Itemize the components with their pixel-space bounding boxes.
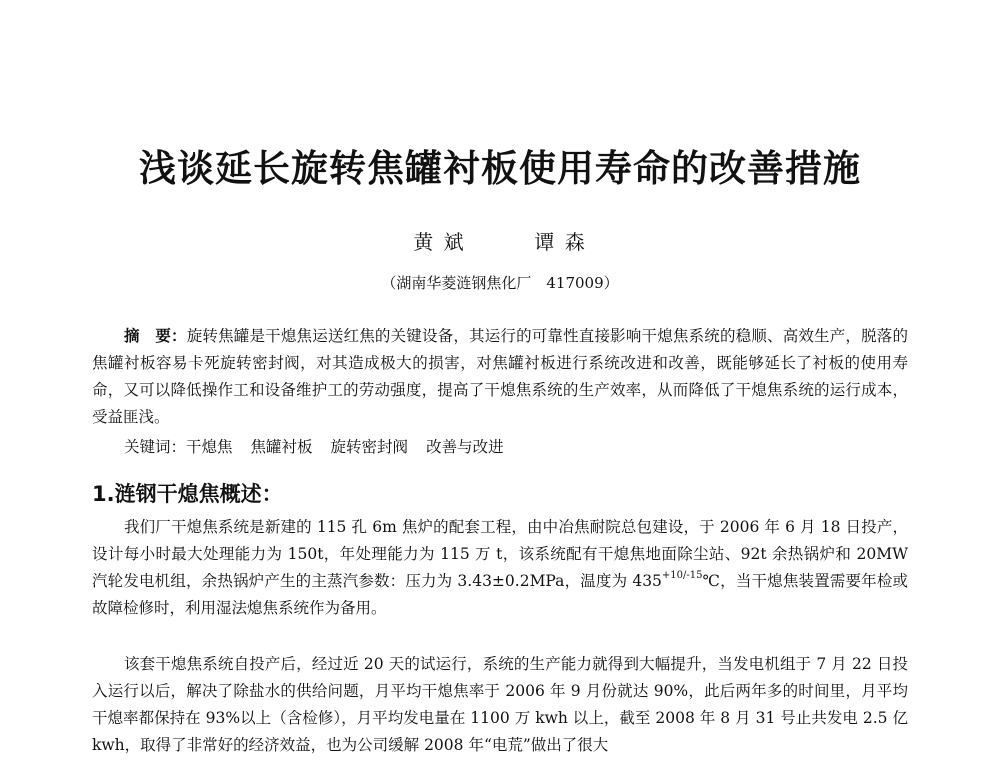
body-text: 我们厂干熄焦系统是新建的 115 孔 6m 焦炉的配套工程，由中冶焦耐院总包建设，于 2006 年 6 月 18 日投产，设计每小时最大处理能力为 150t，年处理能力为 115 万 t，该系统配有干熄焦地面除尘站、92t 余热锅炉和 20MW 汽轮发电机组，余热锅炉产生的主蒸汽参数：压力为 3.43±0.2MPa，温度为 435 <box>92 518 908 590</box>
author-list <box>0 226 1000 255</box>
abstract-label: 摘 要： <box>124 326 187 345</box>
body-paragraph-2: 该套干熄焦系统自投产后，经过近 20 天的试运行，系统的生产能力就得到大幅提升，当发电机组于 7 月 22 日投入运行以后，解决了除盐水的供给问题，月平均干熄焦率于 2006 年 9 月份就达 90%，此后两年多的时间里，月平均干熄率都保持在 93%以上（含检修），月平均发电量在 1100 万 kwh 以上，截至 2008 年 8 月 31 号止共发电 2.5 亿 kwh，取得了非常好的经济效益，也为公司缓解 2008 年“电荒”做出了很大 <box>92 655 908 754</box>
body-text: ℃，当干熄焦装置需要年检或故障检修时，利用湿法熄焦系统作为备用。 <box>92 572 908 617</box>
paper-title: 浅谈延长旋转焦罐衬板使用寿命的改善措施 <box>139 147 861 190</box>
author-name: 黄 斌 <box>413 230 466 254</box>
keyword: 旋转密封阀 <box>330 438 409 456</box>
abstract-text: 旋转焦罐是干熄焦运送红焦的关键设备，其运行的可靠性直接影响干熄焦系统的稳顺、高效生产，脱落的焦罐衬板容易卡死旋转密封阀，对其造成极大的损害，对焦罐衬板进行系统改进和改善，既能够延长了衬板的使用寿命，又可以降低操作工和设备维护工的劳动强度，提高了干熄焦系统的生产效率，从而降低了干熄焦系统的运行成本，受益匪浅。 <box>92 327 908 426</box>
keyword: 干熄焦 <box>186 438 233 456</box>
keyword: 焦罐衬板 <box>250 438 313 456</box>
section-heading: 1.涟钢干熄焦概述： <box>92 482 283 506</box>
body-paragraph-1 <box>92 514 908 622</box>
abstract <box>92 322 908 431</box>
keywords-label: 关键词： <box>124 438 187 456</box>
affiliation: （湖南华菱涟钢焦化厂 417009） <box>381 274 619 292</box>
author-name: 谭 森 <box>534 230 587 254</box>
keywords <box>124 434 904 461</box>
temperature-tolerance: +10/-15 <box>661 569 703 581</box>
keyword: 改善与改进 <box>426 438 504 456</box>
